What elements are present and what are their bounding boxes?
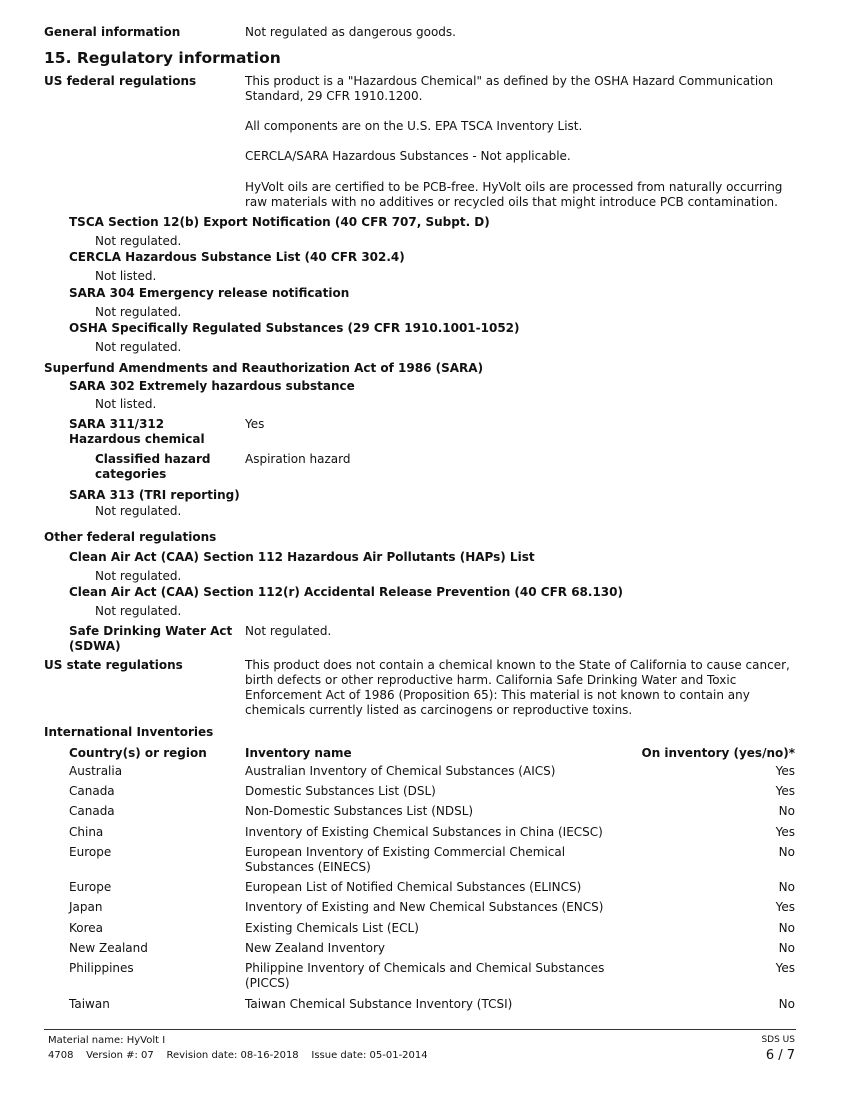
osha-value: Not regulated.	[95, 340, 182, 354]
col-on-inventory-header: On inventory (yes/no)*	[641, 746, 795, 760]
general-info-label: General information	[44, 25, 181, 39]
classified-value: Aspiration hazard	[245, 452, 351, 466]
inventory-name: Domestic Substances List (DSL)	[245, 784, 436, 798]
inventory-name: European List of Notified Chemical Substances (ELINCS)	[245, 880, 582, 894]
inventory-country: Canada	[69, 804, 115, 818]
inventory-country: New Zealand	[69, 941, 148, 955]
inventory-on-value: Yes	[775, 961, 795, 975]
inventory-on-value: No	[778, 997, 795, 1011]
sara302-value: Not listed.	[95, 397, 157, 411]
intl-heading: International Inventories	[44, 725, 214, 739]
us-state-label: US state regulations	[44, 658, 183, 672]
us-federal-para-1: This product is a "Hazardous Chemical" as defined by the OSHA Hazard Communication Standard, 29 CFR 1910.1200.	[245, 74, 774, 103]
sara313-value: Not regulated.	[95, 504, 182, 518]
sdwa-label	[69, 624, 232, 654]
inventory-country: Taiwan	[69, 997, 110, 1011]
caa112r-value: Not regulated.	[95, 604, 182, 618]
caa112r-heading: Clean Air Act (CAA) Section 112(r) Accidental Release Prevention (40 CFR 68.130)	[69, 585, 623, 599]
inventory-name: Taiwan Chemical Substance Inventory (TCSI)	[245, 997, 513, 1011]
inventory-on-value: Yes	[775, 825, 795, 839]
classified-label	[95, 452, 210, 482]
sdwa-value: Not regulated.	[245, 624, 332, 638]
us-state-text: This product does not contain a chemical known to the State of California to cause cancer, birth defects or other reproductive harm. California Safe Drinking Water and Toxic Enforcement Act of 1986 (Proposition 65): This material is not known to contain any chemicals currently listed as carcinogens or reproductive toxins.	[245, 658, 790, 717]
col-inventory-header: Inventory name	[245, 746, 352, 760]
sara311-label	[69, 417, 205, 447]
inventory-name: Non-Domestic Substances List (NDSL)	[245, 804, 474, 818]
sara302-heading: SARA 302 Extremely hazardous substance	[69, 379, 355, 393]
inventory-on-value: Yes	[775, 764, 795, 778]
inventory-name: Inventory of Existing and New Chemical Substances (ENCS)	[245, 900, 604, 914]
footer-divider	[44, 1029, 796, 1030]
sara304-value: Not regulated.	[95, 305, 182, 319]
inventory-country: Europe	[69, 880, 112, 894]
inventory-country: Australia	[69, 764, 123, 778]
cercla-value: Not listed.	[95, 269, 157, 283]
sara311-label-line2: Hazardous chemical	[69, 432, 205, 446]
inventory-on-value: No	[778, 845, 795, 859]
inventory-country: Europe	[69, 845, 112, 859]
footer-page: 6 / 7	[765, 1048, 795, 1063]
footer-sds: SDS US	[761, 1035, 795, 1045]
us-federal-para-4: HyVolt oils are certified to be PCB-free. HyVolt oils are processed from naturally occurring raw materials with no additives or recycled oils that might introduce PCB contamination.	[245, 180, 783, 209]
inventory-name: Australian Inventory of Chemical Substances (AICS)	[245, 764, 556, 778]
inventory-on-value: No	[778, 921, 795, 935]
inventory-on-value: No	[778, 941, 795, 955]
inventory-country: Canada	[69, 784, 115, 798]
inventory-country: Japan	[69, 900, 103, 914]
sdwa-label-line1: Safe Drinking Water Act	[69, 624, 233, 638]
sara311-value: Yes	[245, 417, 265, 431]
us-federal-para-3: CERCLA/SARA Hazardous Substances - Not applicable.	[245, 149, 571, 163]
sdwa-label-line2: (SDWA)	[69, 639, 121, 653]
footer-material: Material name: HyVolt I	[48, 1035, 166, 1046]
other-federal-heading: Other federal regulations	[44, 530, 217, 544]
caa112-value: Not regulated.	[95, 569, 182, 583]
col-country-header: Country(s) or region	[69, 746, 207, 760]
tsca-value: Not regulated.	[95, 234, 182, 248]
inventory-on-value: Yes	[775, 784, 795, 798]
inventory-on-value: Yes	[775, 900, 795, 914]
classified-label-line2: categories	[95, 467, 167, 481]
tsca-heading: TSCA Section 12(b) Export Notification (40 CFR 707, Subpt. D)	[69, 215, 490, 229]
osha-heading: OSHA Specifically Regulated Substances (29 CFR 1910.1001-1052)	[69, 321, 520, 335]
inventory-country: Philippines	[69, 961, 134, 975]
inventory-country: Korea	[69, 921, 104, 935]
inventory-country: China	[69, 825, 104, 839]
classified-label-line1: Classified hazard	[95, 452, 211, 466]
inventory-name: New Zealand Inventory	[245, 941, 385, 955]
cercla-heading: CERCLA Hazardous Substance List (40 CFR 302.4)	[69, 250, 405, 264]
inventory-name: Inventory of Existing Chemical Substances in China (IECSC)	[245, 825, 603, 839]
sara304-heading: SARA 304 Emergency release notification	[69, 286, 350, 300]
general-info-value: Not regulated as dangerous goods.	[245, 25, 456, 39]
sara-heading: Superfund Amendments and Reauthorization Act of 1986 (SARA)	[44, 361, 484, 375]
caa112-heading: Clean Air Act (CAA) Section 112 Hazardous Air Pollutants (HAPs) List	[69, 550, 535, 564]
inventory-name: Philippine Inventory of Chemicals and Chemical Substances (PICCS)	[245, 961, 605, 990]
sara313-heading: SARA 313 (TRI reporting)	[69, 488, 240, 502]
sara311-label-line1: SARA 311/312	[69, 417, 165, 431]
us-federal-label: US federal regulations	[44, 74, 197, 88]
footer-meta: 4708 Version #: 07 Revision date: 08-16-2018 Issue date: 05-01-2014	[48, 1050, 428, 1061]
inventory-name: Existing Chemicals List (ECL)	[245, 921, 419, 935]
inventory-name: European Inventory of Existing Commercial Chemical Substances (EINECS)	[245, 845, 566, 874]
inventory-on-value: No	[778, 804, 795, 818]
section-title: 15. Regulatory information	[44, 49, 281, 67]
inventory-on-value: No	[778, 880, 795, 894]
us-federal-para-2: All components are on the U.S. EPA TSCA Inventory List.	[245, 119, 583, 133]
